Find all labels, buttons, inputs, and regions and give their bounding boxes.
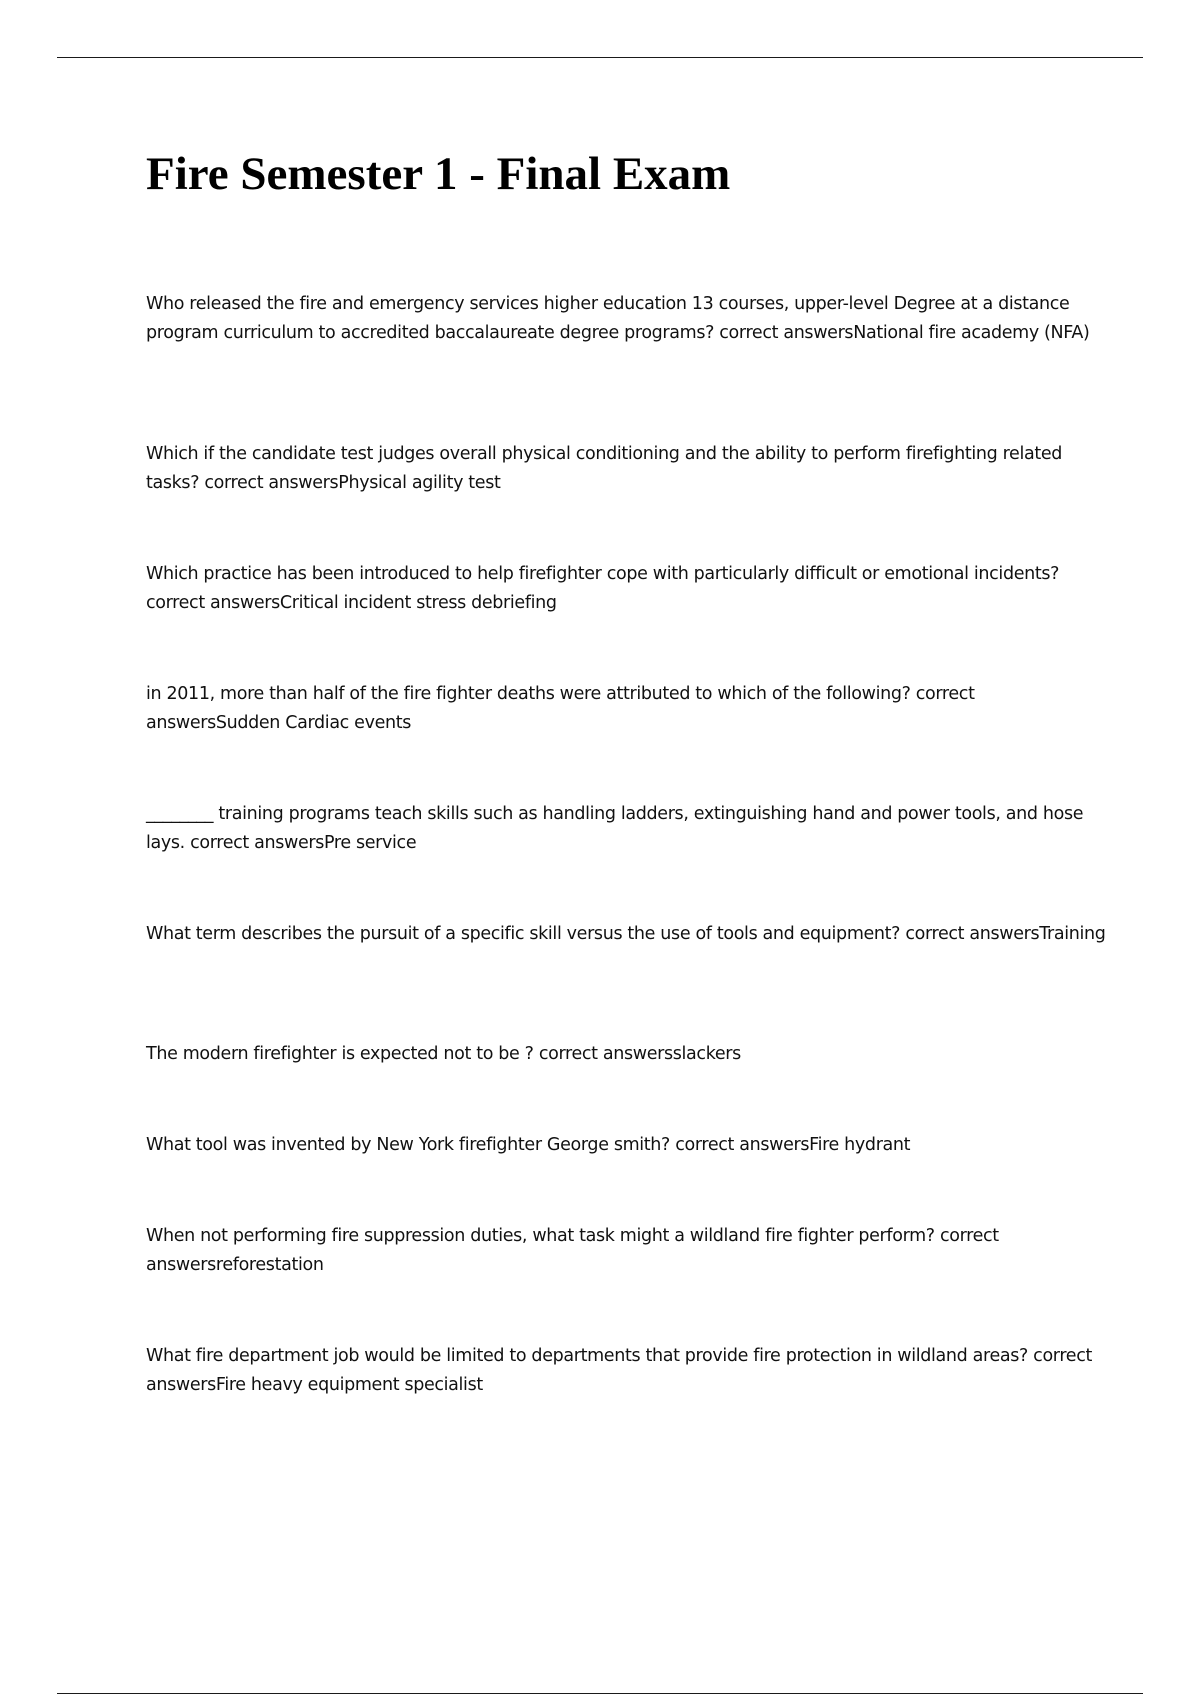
answer-text: National fire academy (NFA)	[853, 323, 1090, 343]
answer-text: Critical incident stress debriefing	[279, 593, 557, 613]
answer-label: correct answers	[190, 833, 325, 853]
question-text: The modern firefighter is expected not to be ?	[146, 1044, 534, 1064]
top-rule	[57, 57, 1143, 58]
answer-label: correct answers	[146, 1226, 999, 1275]
answer-text: slackers	[672, 1044, 741, 1064]
answer-label: correct answers	[146, 593, 280, 613]
question-text: What tool was invented by New York firefighter George smith?	[146, 1135, 670, 1155]
qa-item-6	[146, 920, 1106, 949]
answer-text: Training	[1039, 924, 1106, 944]
question-text: What term describes the pursuit of a specific skill versus the use of tools and equipment?	[146, 924, 901, 944]
answer-text: Fire heavy equipment specialist	[215, 1375, 483, 1395]
answer-label: correct answers	[146, 1346, 1092, 1395]
question-text: ________ training programs teach skills such as handling ladders, extinguishing hand and power tools, and hose lays.	[146, 804, 1084, 853]
question-text: Who released the fire and emergency services higher education 13 courses, upper-level Degree at a distance program curriculum to accredited baccalaureate degree programs?	[146, 294, 1070, 343]
answer-text: Fire hydrant	[809, 1135, 911, 1155]
qa-item-5	[146, 800, 1106, 858]
answer-text: reforestation	[215, 1255, 324, 1275]
qa-item-8	[146, 1131, 1106, 1160]
question-text: Which if the candidate test judges overall physical conditioning and the ability to perform firefighting related tasks?	[146, 444, 1063, 493]
answer-text: Sudden Cardiac events	[215, 713, 412, 733]
answer-label: correct answers	[675, 1135, 810, 1155]
document-title: Fire Semester 1 - Final Exam	[146, 148, 731, 200]
answer-text: Pre service	[324, 833, 417, 853]
answer-label: correct answers	[905, 924, 1040, 944]
qa-item-10	[146, 1342, 1106, 1400]
answer-label: correct answers	[146, 684, 975, 733]
qa-item-3	[146, 560, 1106, 618]
qa-item-2	[146, 440, 1106, 498]
answer-label: correct answers	[719, 323, 854, 343]
qa-item-9	[146, 1222, 1106, 1280]
qa-item-1	[146, 290, 1106, 348]
question-text: Which practice has been introduced to help firefighter cope with particularly difficult or emotional incidents?	[146, 564, 1060, 584]
answer-text: Physical agility test	[338, 473, 501, 493]
question-text: When not performing fire suppression duties, what task might a wildland fire fighter perform?	[146, 1226, 935, 1246]
qa-item-4	[146, 680, 1106, 738]
question-text: in 2011, more than half of the fire fighter deaths were attributed to which of the following?	[146, 684, 911, 704]
qa-item-7	[146, 1040, 1106, 1069]
answer-label: correct answers	[538, 1044, 673, 1064]
answer-label: correct answers	[204, 473, 339, 493]
question-text: What fire department job would be limited to departments that provide fire protection in wildland areas?	[146, 1346, 1028, 1366]
bottom-rule	[57, 1693, 1143, 1694]
